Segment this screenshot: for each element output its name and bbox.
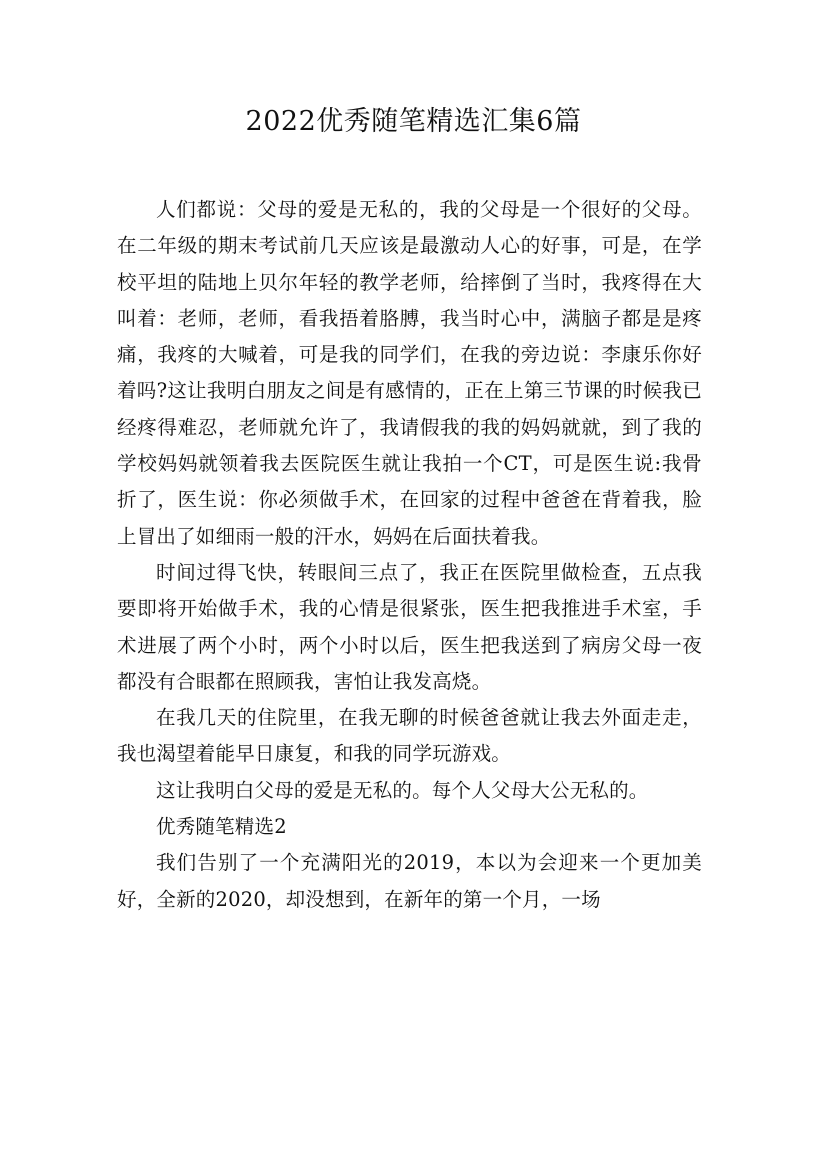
paragraph: 时间过得飞快，转眼间三点了，我正在医院里做检查，五点我要即将开始做手术，我的心情是很紧张，医生把我推进手术室，手术进展了两个小时，两个小时以后，医生把我送到了病房父母一夜都没有合眼都在照顾我，害怕让我发高烧。 — [117, 560, 702, 693]
section-heading: 优秀随笔精选2 — [156, 815, 287, 839]
document-body — [117, 192, 702, 918]
paragraph: 在我几天的住院里，在我无聊的时候爸爸就让我去外面走走，我也渴望着能早日康复，和我的同学玩游戏。 — [117, 706, 702, 766]
paragraph: 人们都说：父母的爱是无私的，我的父母是一个很好的父母。在二年级的期末考试前几天应该是最激动人心的好事，可是，在学校平坦的陆地上贝尔年轻的教学老师，给摔倒了当时，我疼得在大叫着：老师，老师，看我捂着胳膊，我当时心中，满脑子都是是疼痛，我疼的大喊着，可是我的同学们，在我的旁边说：李康乐你好着吗?这让我明白朋友之间是有感情的，正在上第三节课的时候我已经疼得难忍，老师就允许了，我请假我的我的妈妈就就，到了我的学校妈妈就领着我去医院医生就让我拍一个CT，可是医生说:我骨折了，医生说：你必须做手术，在回家的过程中爸爸在背着我，脸上冒出了如细雨一般的汗水，妈妈在后面扶着我。 — [117, 198, 702, 548]
paragraph: 这让我明白父母的爱是无私的。每个人父母大公无私的。 — [156, 778, 649, 802]
document-title: 2022优秀随笔精选汇集6篇 — [245, 106, 582, 137]
paragraph: 我们告别了一个充满阳光的2019，本以为会迎来一个更加美好，全新的2020，却没想到，在新年的第一个月，一场 — [117, 851, 702, 911]
